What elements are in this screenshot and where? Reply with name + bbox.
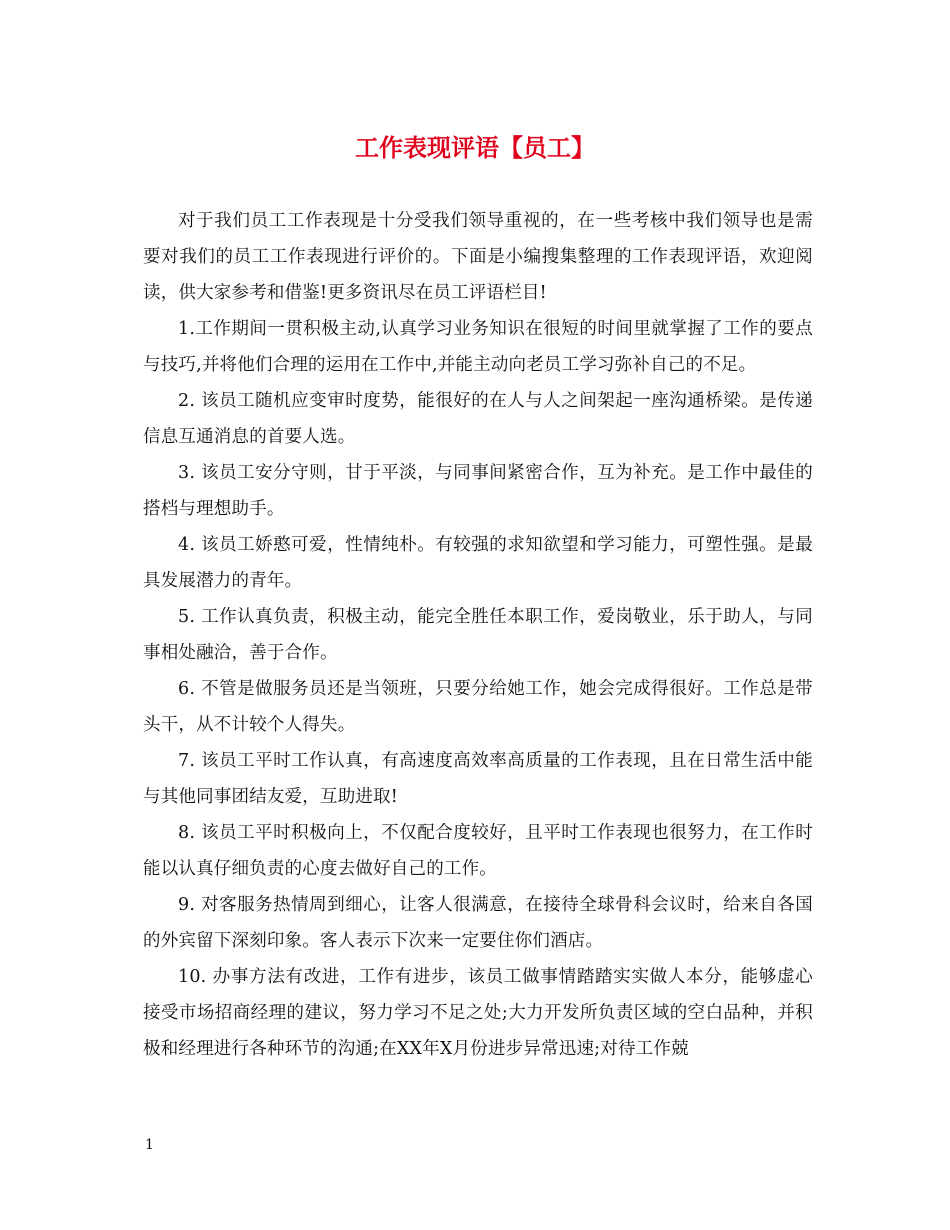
list-item: 7. 该员工平时工作认真，有高速度高效率高质量的工作表现，且在日常生活中能与其他同事团结友爱，互助进取! <box>143 751 813 807</box>
document-body <box>143 203 813 1067</box>
list-item: 6. 不管是做服务员还是当领班，只要分给她工作，她会完成得很好。工作总是带头干，从不计较个人得失。 <box>143 679 813 735</box>
list-item: 4. 该员工娇憨可爱，性情纯朴。有较强的求知欲望和学习能力，可塑性强。是最具发展潜力的青年。 <box>143 535 813 591</box>
list-item: 1.工作期间一贯积极主动,认真学习业务知识在很短的时间里就掌握了工作的要点与技巧,并将他们合理的运用在工作中,并能主动向老员工学习弥补自己的不足。 <box>143 319 813 375</box>
intro-paragraph: 对于我们员工工作表现是十分受我们领导重视的，在一些考核中我们领导也是需要对我们的员工工作表现进行评价的。下面是小编搜集整理的工作表现评语，欢迎阅读，供大家参考和借鉴!更多资讯尽在员工评语栏目! <box>143 211 813 303</box>
list-item: 2. 该员工随机应变审时度势，能很好的在人与人之间架起一座沟通桥梁。是传递信息互通消息的首要人选。 <box>143 391 813 447</box>
list-item: 3. 该员工安分守则，甘于平淡，与同事间紧密合作，互为补充。是工作中最佳的搭档与理想助手。 <box>143 463 813 519</box>
page-number: 1 <box>145 1137 154 1153</box>
list-item: 10. 办事方法有改进，工作有进步，该员工做事情踏踏实实做人本分，能够虚心接受市场招商经理的建议，努力学习不足之处;大力开发所负责区域的空白品种，并积极和经理进行各种环节的沟通;在XX年X月份进步异常迅速;对待工作兢 <box>143 967 813 1059</box>
list-item: 8. 该员工平时积极向上，不仅配合度较好，且平时工作表现也很努力，在工作时能以认真仔细负责的心度去做好自己的工作。 <box>143 823 813 879</box>
list-item: 9. 对客服务热情周到细心，让客人很满意，在接待全球骨科会议时，给来自各国的外宾留下深刻印象。客人表示下次来一定要住你们酒店。 <box>143 895 813 951</box>
page-title: 工作表现评语【员工】 <box>355 134 595 162</box>
list-item: 5. 工作认真负责，积极主动，能完全胜任本职工作，爱岗敬业，乐于助人，与同事相处融洽，善于合作。 <box>143 607 813 663</box>
